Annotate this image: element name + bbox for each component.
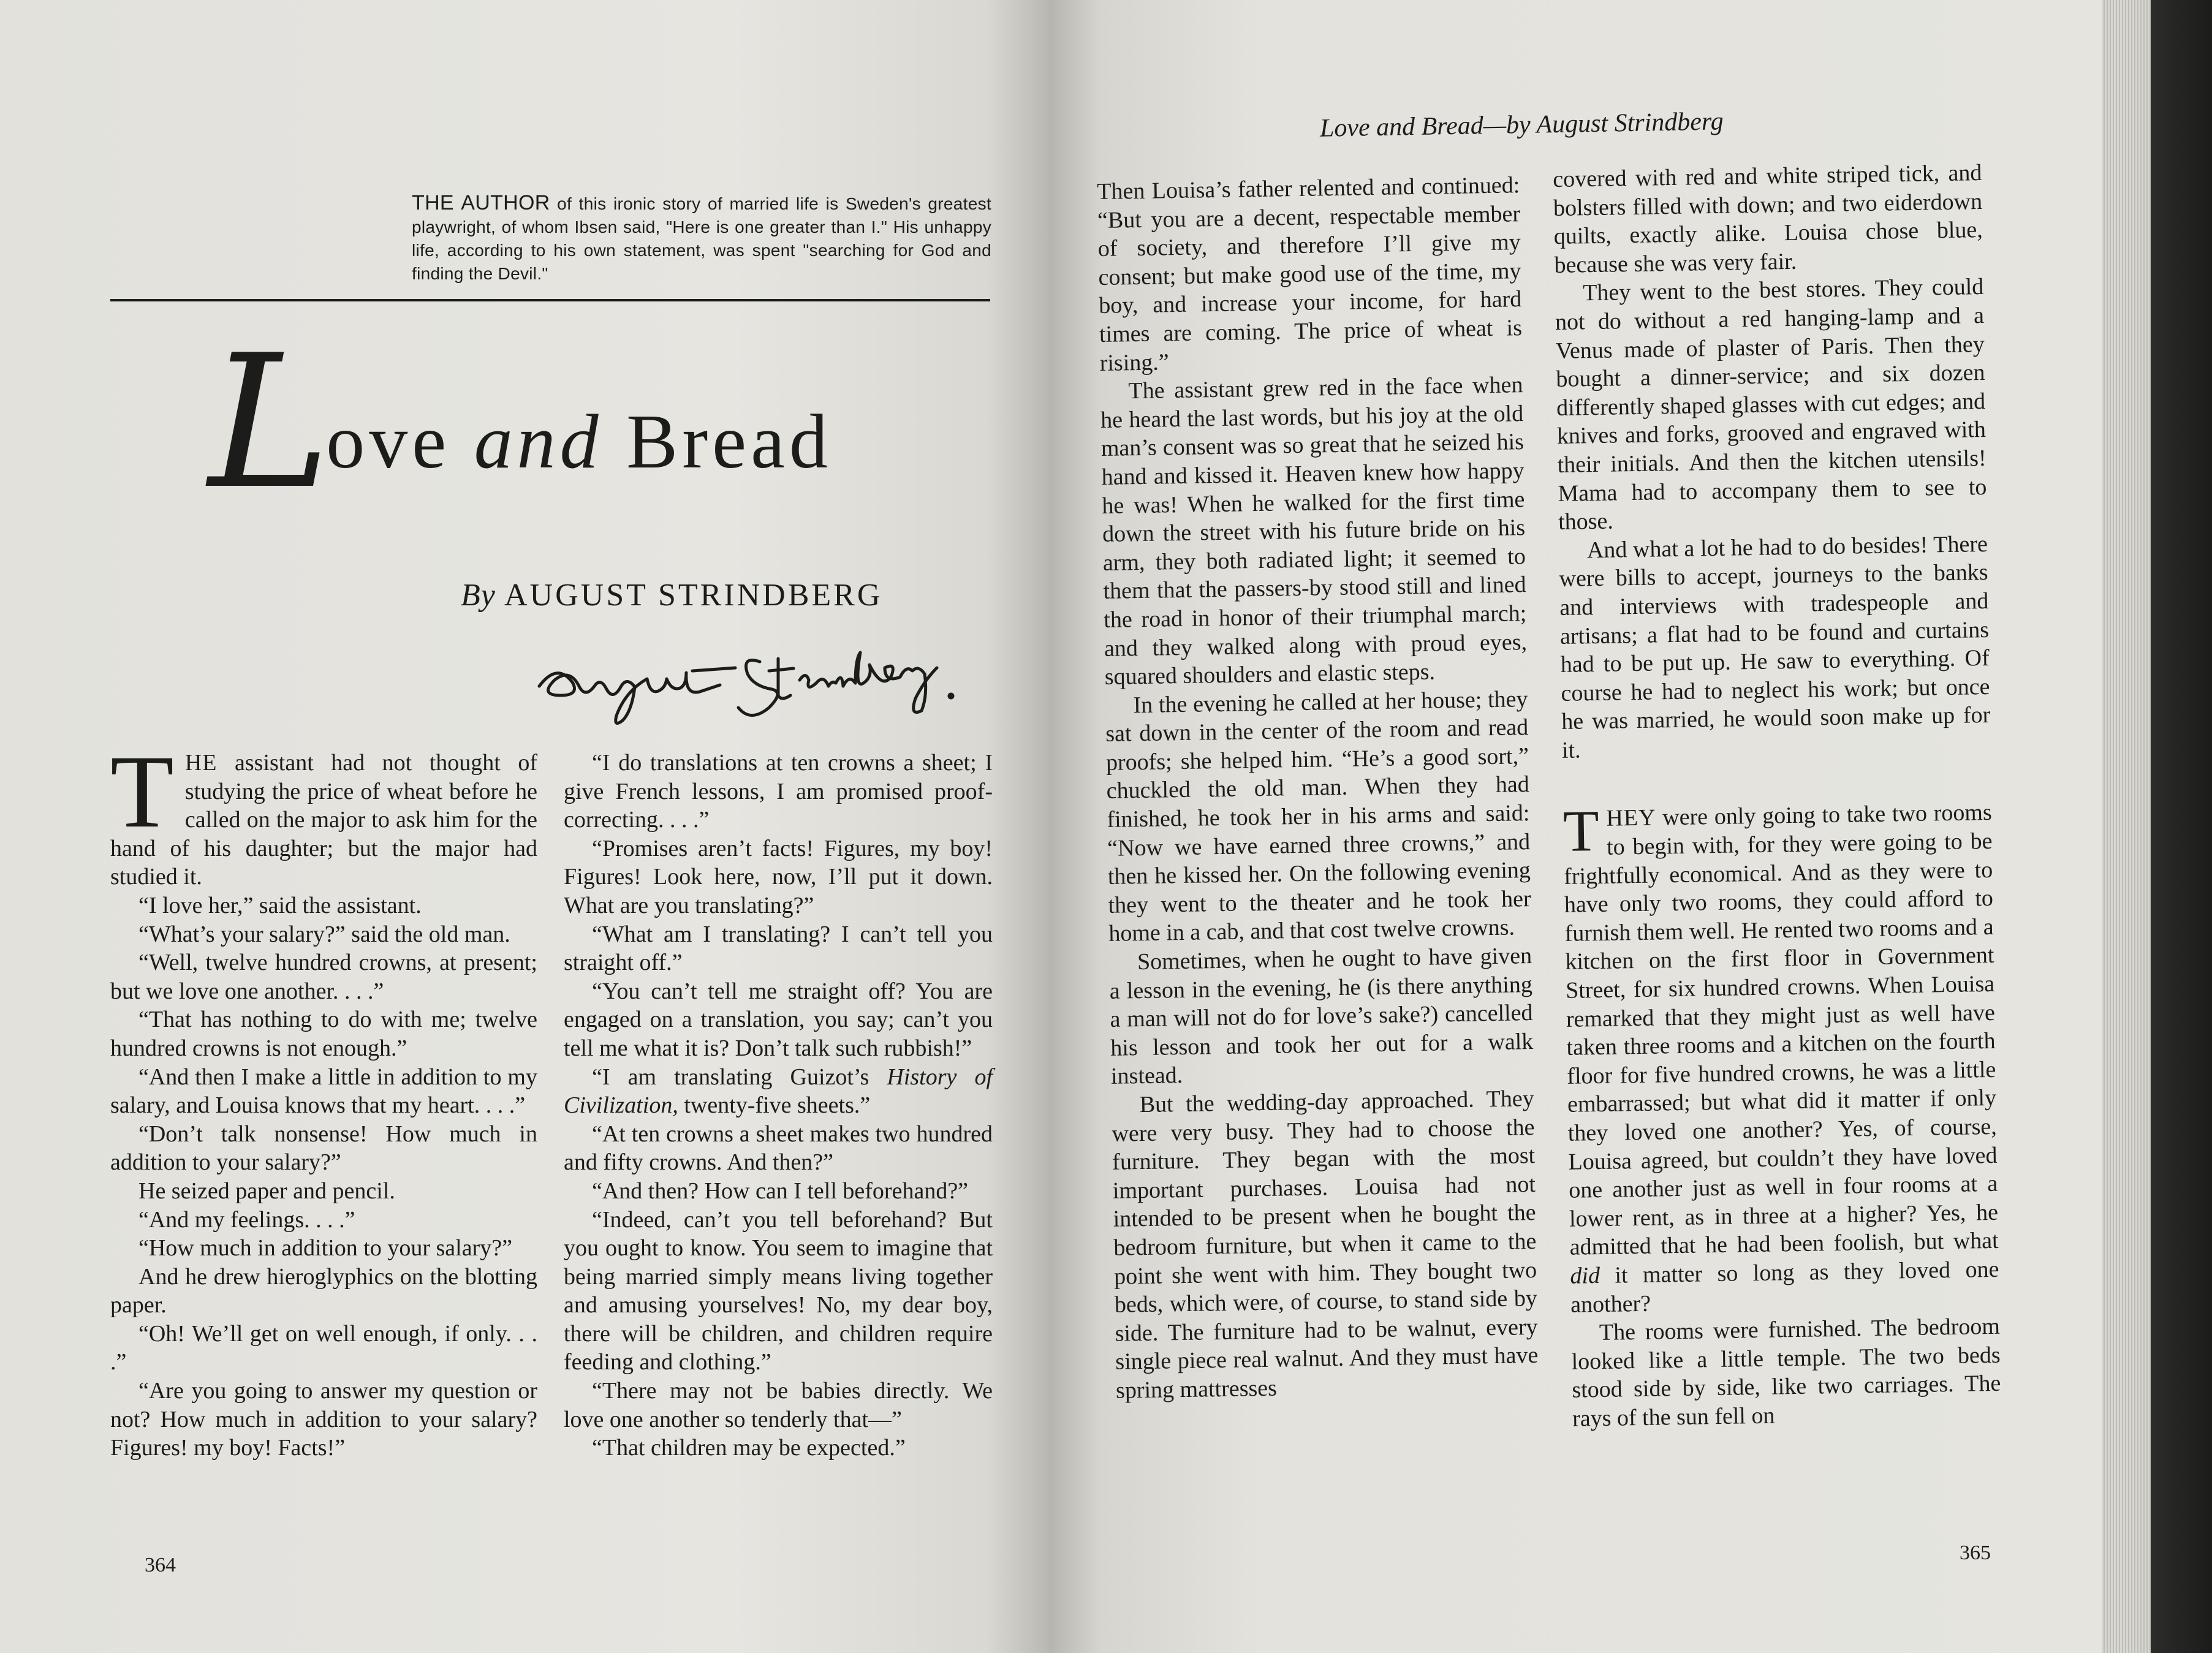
- book-title: History of Civilization,: [564, 1064, 993, 1119]
- dropcap: T: [1562, 798, 1600, 864]
- paragraph: And what a lot he had to do besides! There were bills to accept, journeys to the banks and interviews with tradespeople and artisans; a flat had to be found and curtains had to be put up. He saw to everything. Of course he had to neglect his work; but once he was married, he would soon make up for it.: [1559, 531, 1991, 763]
- paragraph: He seized paper and pencil.: [138, 1178, 395, 1204]
- paragraph: But the wedding-day approached. They were very busy. They had to choose the furniture. They began with the most important purchases. Louisa had not intended to be present when he bought the bedroom furniture, but when it came to the point she went with him. They bought two beds, which were, of course, to stand side by side. The furniture had to be walnut, every single piece real walnut. And they must have spring mattresses: [1112, 1085, 1539, 1404]
- title-word-and: and: [474, 399, 603, 485]
- dropcap: T: [110, 734, 174, 849]
- left-column-2: [564, 749, 993, 1462]
- left-column-1: [110, 734, 537, 1462]
- paragraph: In the evening he called at her house; they sat down in the center of the room and read proofs; she helped him. “He’s a good sort,” chuckled the old man. When they had finished, he took her in his arms and said: “Now we have earned three crowns,” and then he kissed her. On the following evening they went to the theater and he took her home in a cab, and that cost twelve crowns.: [1105, 686, 1531, 947]
- paragraph: [564, 1063, 993, 1120]
- right-column-2: [1553, 159, 2001, 1433]
- title-word-bread: Bread: [626, 399, 833, 485]
- author-note-text: of this ironic story of married life is Sweden's greatest playwright, of whom Ibsen said, "Here is one greater than I." His unhappy life, according to his own statement, was spent "searching for God and finding the Devil.": [412, 194, 992, 283]
- paragraph: “That has nothing to do with me; twelve hundred crowns is not enough.”: [110, 1007, 537, 1061]
- paragraph: “And my feelings. . . .”: [138, 1206, 355, 1233]
- paragraph: covered with red and white striped tick, and bolsters filled with down; and two eiderdown quilts, exactly alike. Louisa chose blue, because she was very fair.: [1553, 160, 1983, 278]
- page-number-left: 364: [145, 1554, 176, 1576]
- paragraph: Sometimes, when he ought to have given a lesson in the evening, he (is there anything a man will not do for love’s sake?) cancelled his lesson and took her out for a walk instead.: [1109, 943, 1534, 1090]
- paragraph: “Promises aren’t facts! Figures, my boy! Figures! Look here, now, I’ll put it down. What are you translating?”: [564, 835, 993, 918]
- paragraph-text: it matter so long as they loved one another?: [1570, 1256, 1999, 1318]
- story-title: [208, 316, 1049, 529]
- paragraph: “Are you going to answer my question or not? How much in addition to your salary? Figures! my boy! Facts!”: [110, 1378, 537, 1461]
- paragraph-text: were only going to take two rooms to begin with, for they were going to be frightfully economical. And as they were to have only two rooms, they could afford to furnish them well. He rented two rooms and a kitchen on the first floor in Government Street, for six hundred crowns. When Louisa remarked that they might just as well have taken three rooms and a kitchen on the fourth floor for five hundred crowns, he was a little embarrassed; but what did it matter if only they loved one another? Yes, of course, Louisa agreed, but couldn’t they have loved one another just as well in four rooms at a lower rent, as in three at a higher? Yes, he admitted that he had been foolish, but what: [1563, 800, 1999, 1261]
- dropcap-lead: HE: [184, 750, 218, 776]
- paragraph: “I love her,” said the assistant.: [138, 892, 422, 918]
- paragraph-text: twenty-five sheets.”: [678, 1092, 871, 1119]
- page-number-right: 365: [1960, 1541, 1991, 1564]
- paragraph: [110, 734, 537, 891]
- paragraph: “There may not be babies directly. We love one another so tenderly that—”: [564, 1378, 993, 1432]
- title-rule: [110, 299, 990, 301]
- author-note-lead: THE AUTHOR: [412, 191, 550, 214]
- dropcap-lead: HEY: [1606, 804, 1656, 832]
- paragraph: “And then? How can I tell beforehand?”: [592, 1178, 969, 1204]
- paragraph-text: “I am translating Guizot’s: [592, 1064, 887, 1090]
- paragraph: “At ten crowns a sheet makes two hundred and fifty crowns. And then?”: [564, 1121, 993, 1176]
- paragraph: “Oh! We’ll get on well enough, if only. . . .”: [110, 1320, 537, 1375]
- title-word-love: ove: [326, 399, 451, 485]
- byline: [461, 577, 882, 613]
- paragraph: “What’s your salary?” said the old man.: [138, 921, 510, 947]
- emphasis: did: [1570, 1262, 1600, 1289]
- paragraph: “Don’t talk nonsense! How much in addition to your salary?”: [110, 1121, 537, 1176]
- author-signature: [527, 637, 968, 729]
- book-page-edge: [2102, 0, 2212, 1653]
- running-head: Love and Bread—by August Strindberg: [1319, 107, 1724, 143]
- title-initial: L: [208, 316, 335, 529]
- paragraph: “I do translations at ten crowns a sheet; I give French lessons, I am promised proof-correcting. . . .”: [564, 750, 993, 833]
- paragraph: “You can’t tell me straight off? You are engaged on a translation, you say; can’t you tell me what it is? Don’t talk such rubbish!”: [564, 978, 993, 1061]
- paragraph: [1562, 798, 1999, 1319]
- byline-prefix: By: [461, 578, 496, 613]
- paragraph: And he drew hieroglyphics on the blotting paper.: [110, 1263, 537, 1318]
- left-page: [0, 0, 1049, 1653]
- paragraph: The assistant grew red in the face when he heard the last words, but his joy at the old man’s consent was so great that he seized his hand and kissed it. Heaven knew how happy he was! When he walked for the first time down the street with his future bride on his arm, they both radiated light; it seemed to them that the passers-by stood still and lined the road in honor of their triumphal march; and they walked along with proud eyes, squared shoulders and elastic steps.: [1100, 372, 1528, 690]
- author-note: [412, 191, 991, 286]
- paragraph: “Well, twelve hundred crowns, at present; but we love one another. . . .”: [110, 950, 537, 1004]
- paragraph: “What am I translating? I can’t tell you straight off.”: [564, 921, 993, 976]
- paragraph: They went to the best stores. They could not do without a red hanging-lamp and a Venus made of plaster of Paris. Then they bought a dinner-service; and six dozen differently shaped glasses with cut edges; and knives and forks, grooved and engraved with their initials. And then the kitchen utensils! Mama had to accompany them to see to those.: [1555, 274, 1987, 535]
- paragraph: “That children may be expected.”: [592, 1435, 906, 1461]
- paragraph: “And then I make a little in addition to my salary, and Louisa knows that my heart. . . .”: [110, 1064, 537, 1119]
- paragraph: Then Louisa’s father relented and continued: “But you are a decent, respectable member of society, and therefore I’ll give my consent; but make good use of the time, my boy, and increase your income, for hard times are coming. The price of wheat is rising.”: [1097, 172, 1523, 376]
- byline-author: AUGUST STRINDBERG: [504, 578, 883, 613]
- paragraph-text: assistant had not thought of studying the price of wheat before he called on the major to ask him for the hand of his daughter; but the major had studied it.: [110, 750, 537, 890]
- paragraph: The rooms were furnished. The bedroom looked like a little temple. The two beds stood side by side, like two carriages. The rays of the sun fell on: [1571, 1313, 2001, 1432]
- paragraph: “How much in addition to your salary?”: [138, 1235, 512, 1262]
- right-column-1: [1097, 171, 1539, 1405]
- paragraph: “Indeed, can’t you tell beforehand? But you ought to know. You seem to imagine that being married simply means living together and amusing yourselves! No, my dear boy, there will be children, and children require feeding and clothing.”: [564, 1206, 993, 1375]
